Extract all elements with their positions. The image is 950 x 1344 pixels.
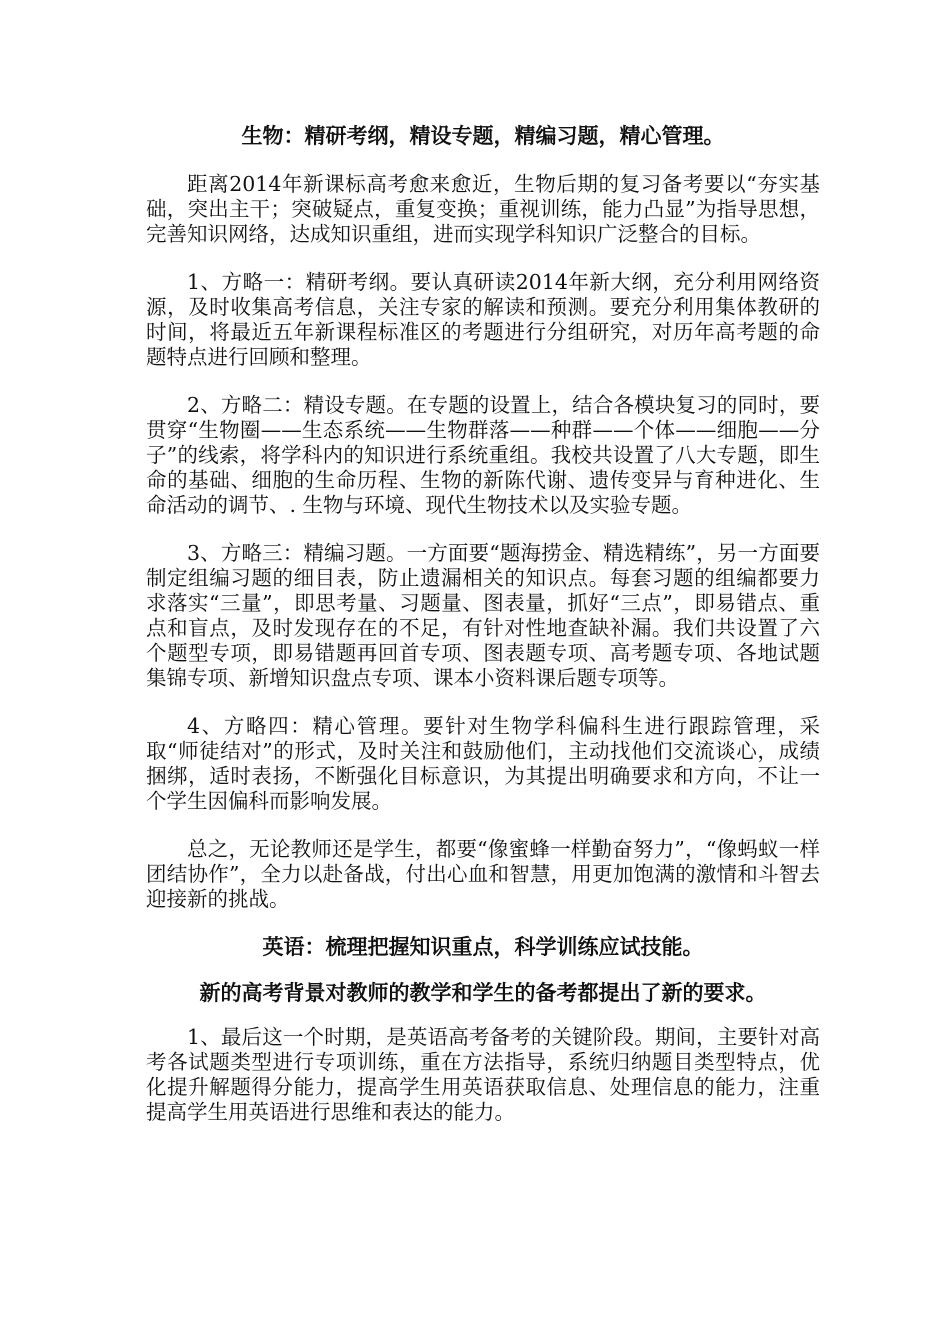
biology-heading: 生物：精研考纲，精设专题，精编习题，精心管理。	[241, 123, 725, 148]
english-heading: 英语：梳理把握知识重点，科学训练应试技能。	[262, 934, 704, 959]
english-subheading: 新的高考背景对教师的教学和学生的备考都提出了新的要求。	[199, 980, 767, 1005]
document-page	[146, 122, 820, 1148]
english-paragraph: 1、最后这一个时期，是英语高考备考的关键阶段。期间，主要针对高考各试题类型进行专项训练，重在方法指导，系统归纳题目类型特点，优化提升解题得分能力，提高学生用英语获取信息、处理信息的能力，注重提高学生用英语进行思维和表达的能力。	[146, 1025, 820, 1124]
biology-paragraph: 总之，无论教师还是学生，都要“像蜜蜂一样勤奋努力”，“像蚂蚁一样团结协作”，全力以赴备战，付出心血和智慧，用更加饱满的激情和斗智去迎接新的挑战。	[146, 837, 820, 911]
biology-paragraph: 1、方略一：精研考纲。要认真研读2014年新大纲，充分利用网络资源，及时收集高考信息，关注专家的解读和预测。要充分利用集体教研的时间，将最近五年新课程标准区的考题进行分组研究，对历年高考题的命题特点进行回顾和整理。	[146, 270, 820, 369]
biology-paragraph: 2、方略二：精设专题。在专题的设置上，结合各模块复习的同时，要贯穿“生物圈——生态系统——生物群落——种群——个体——细胞——分子”的线索，将学科内的知识进行系统重组。我校共设置了八大专题，即生命的基础、细胞的生命历程、生物的新陈代谢、遗传变异与育种进化、生命活动的调节、. 生物与环境、现代生物技术以及实验专题。	[146, 393, 820, 517]
biology-paragraph: 距离2014年新课标高考愈来愈近，生物后期的复习备考要以“夯实基础，突出主干；突破疑点，重复变换；重视训练，能力凸显”为指导思想，完善知识网络，达成知识重组，进而实现学科知识广泛整合的目标。	[146, 172, 820, 246]
biology-paragraph: 4、方略四：精心管理。要针对生物学科偏科生进行跟踪管理，采取“师徒结对”的形式，及时关注和鼓励他们，主动找他们交流谈心，成绩捆绑，适时表扬，不断强化目标意识，为其提出明确要求和方向，不让一个学生因偏科而影响发展。	[146, 714, 820, 813]
biology-paragraph: 3、方略三：精编习题。一方面要“题海捞金、精选精练”，另一方面要制定组编习题的细目表，防止遗漏相关的知识点。每套习题的组编都要力求落实“三量”，即思考量、习题量、图表量，抓好“三点”，即易错点、重点和盲点，及时发现存在的不足，有针对性地查缺补漏。我们共设置了六个题型专项，即易错题再回首专项、图表题专项、高考题专项、各地试题集锦专项、新增知识盘点专项、课本小资料课后题专项等。	[146, 541, 820, 690]
